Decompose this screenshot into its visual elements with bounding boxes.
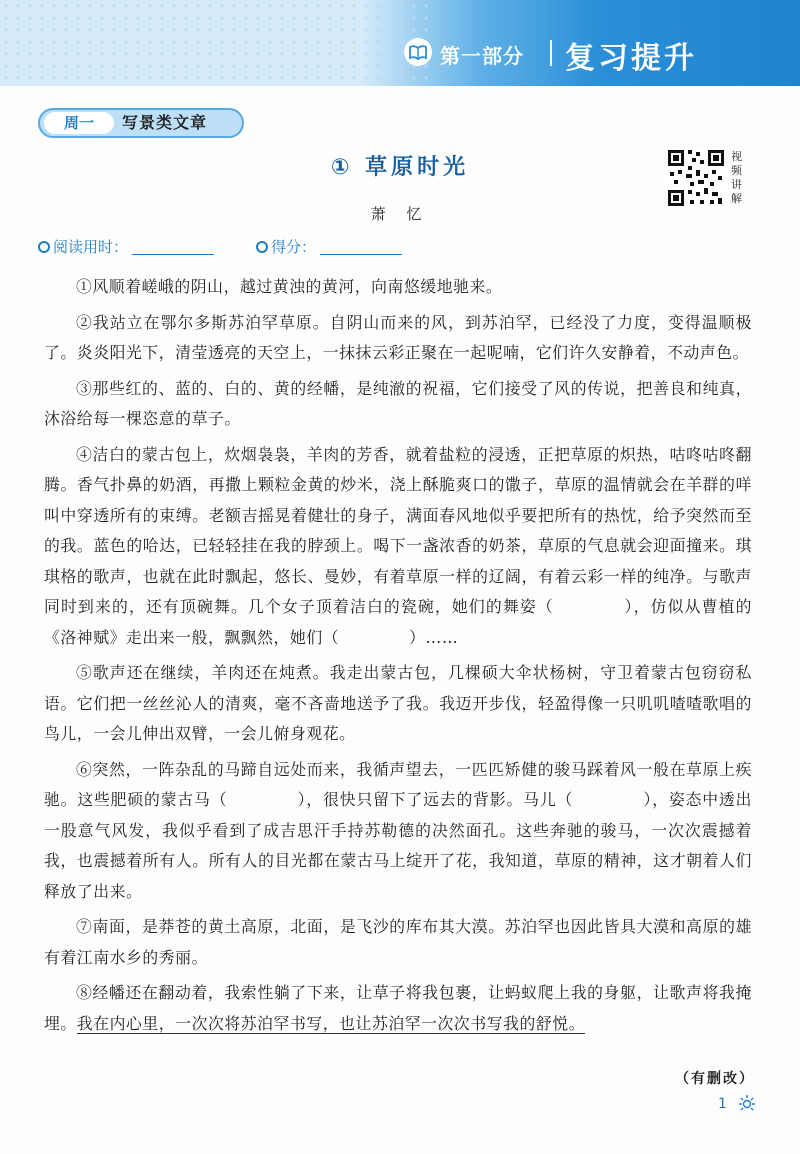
paragraph-2: ②我站立在鄂尔多斯苏泊罕草原。自阴山而来的风，到苏泊罕，已经没了力度，变得温顺极了。炎炎阳光下，清莹透亮的天空上，一抹抹云彩正聚在一起呢喃，它们许久安静着，不动声色。 <box>44 312 752 362</box>
banner-title: 复习提升 <box>565 41 697 76</box>
qr-label: 视 频 讲 解 <box>731 150 742 205</box>
source-note: （有删改） <box>675 1071 755 1087</box>
paragraph-6: ⑥突然，一阵杂乱的马蹄自远处而来，我循声望去，一匹匹矫健的骏马踩着风一般在草原上疾驰。这些肥硕的蒙古马（ ），很快只留下了远去的背影。马儿（ ），姿态中透出一股意气风发，我似乎看到了成吉思汗手持苏勒德的决然面孔。这些奔驰的骏马，一次次震撼着我，也震撼着所有人。所有人的目光都在蒙古马上绽开了花，我知道，草原的精神，这才朝着人们释放了出来。 <box>44 759 752 901</box>
score-input[interactable] <box>320 238 402 255</box>
score-field <box>256 236 402 257</box>
underlined-sentence: 我在内心里，一次次将苏泊罕书写，也让苏泊罕一次次书写我的舒悦。 <box>76 1013 586 1033</box>
paragraph-7: ⑦南面，是莽苍的黄土高原，北面，是飞沙的库布其大漠。苏泊罕也因此皆具大漠和高原的雄有着江南水乡的秀丽。 <box>44 917 752 967</box>
author-name: 萧 忆 <box>370 205 430 223</box>
sun-decoration-icon <box>736 1094 758 1112</box>
paragraph-8: ⑧经幡还在翻动着，我索性躺了下来，让草子将我包裹，让蚂蚁爬上我的身躯，让歌声将我掩埋。我在内心里，一次次将苏泊罕书写，也让苏泊罕一次次书写我的舒悦。 <box>44 983 752 1033</box>
page-number: 1 <box>718 1096 727 1112</box>
article-title: ① 草原时光 <box>330 155 470 180</box>
paragraph-4: ④洁白的蒙古包上，炊烟袅袅，羊肉的芳香，就着盐粒的浸透，正把草原的炽热，咕咚咕咚翻腾。香气扑鼻的奶酒，再撒上颗粒金黄的炒米，浇上酥脆爽口的馓子，草原的温情就会在羊群的咩叫中穿透所有的束缚。老额吉摇晃着健壮的身子，满面春风地似乎要把所有的热忱，给予突然而至的我。蓝色的哈达，已轻轻挂在我的脖颈上。喝下一盏浓香的奶茶，草原的气息就会迎面撞来。琪琪格的歌声，也就在此时飘起，悠长、曼妙，有着草原一样的辽阔，有着云彩一样的纯净。与歌声同时到来的，还有顶碗舞。几个女子顶着洁白的瓷碗，她们的舞姿（ ），仿似从曹植的《洛神赋》走出来一般，飘飘然，她们（ ）…… <box>44 444 752 647</box>
article-body <box>44 272 752 1044</box>
paragraph-3: ③那些红的、蓝的、白的、黄的经幡，是纯澈的祝福，它们接受了风的传说，把善良和纯真，沐浴给每一棵恣意的草子。 <box>44 378 752 428</box>
score-label: 得分： <box>271 238 317 256</box>
book-icon <box>404 38 432 66</box>
reading-time-input[interactable] <box>132 238 214 255</box>
qr-code-icon[interactable] <box>666 148 726 208</box>
paragraph-5: ⑤歌声还在继续，羊肉还在炖煮。我走出蒙古包，几棵硕大伞状杨树，守卫着蒙古包窃窃私语。它们把一丝丝沁人的清爽，毫不吝啬地送予了我。我迈开步伐，轻盈得像一只叽叽喳喳歌唱的鸟儿，一会儿伸出双臂，一会儿俯身观花。 <box>44 663 752 743</box>
tag-category: 写景类文章 <box>122 113 208 132</box>
reading-meta <box>38 236 558 258</box>
section-tag <box>38 108 244 138</box>
reading-time-field <box>38 236 214 257</box>
tag-day: 周一 <box>44 112 114 134</box>
banner-divider <box>550 40 552 66</box>
paragraph-1: ①风顺着嵯峨的阴山，越过黄浊的黄河，向南悠缓地驰来。 <box>76 277 503 296</box>
check-circle-icon <box>256 241 268 253</box>
header-banner <box>0 0 800 86</box>
banner-part-label: 第一部分 <box>440 44 524 68</box>
banner-dot-pattern <box>0 0 430 86</box>
clock-icon <box>38 241 50 253</box>
reading-time-label: 阅读用时： <box>53 238 129 256</box>
